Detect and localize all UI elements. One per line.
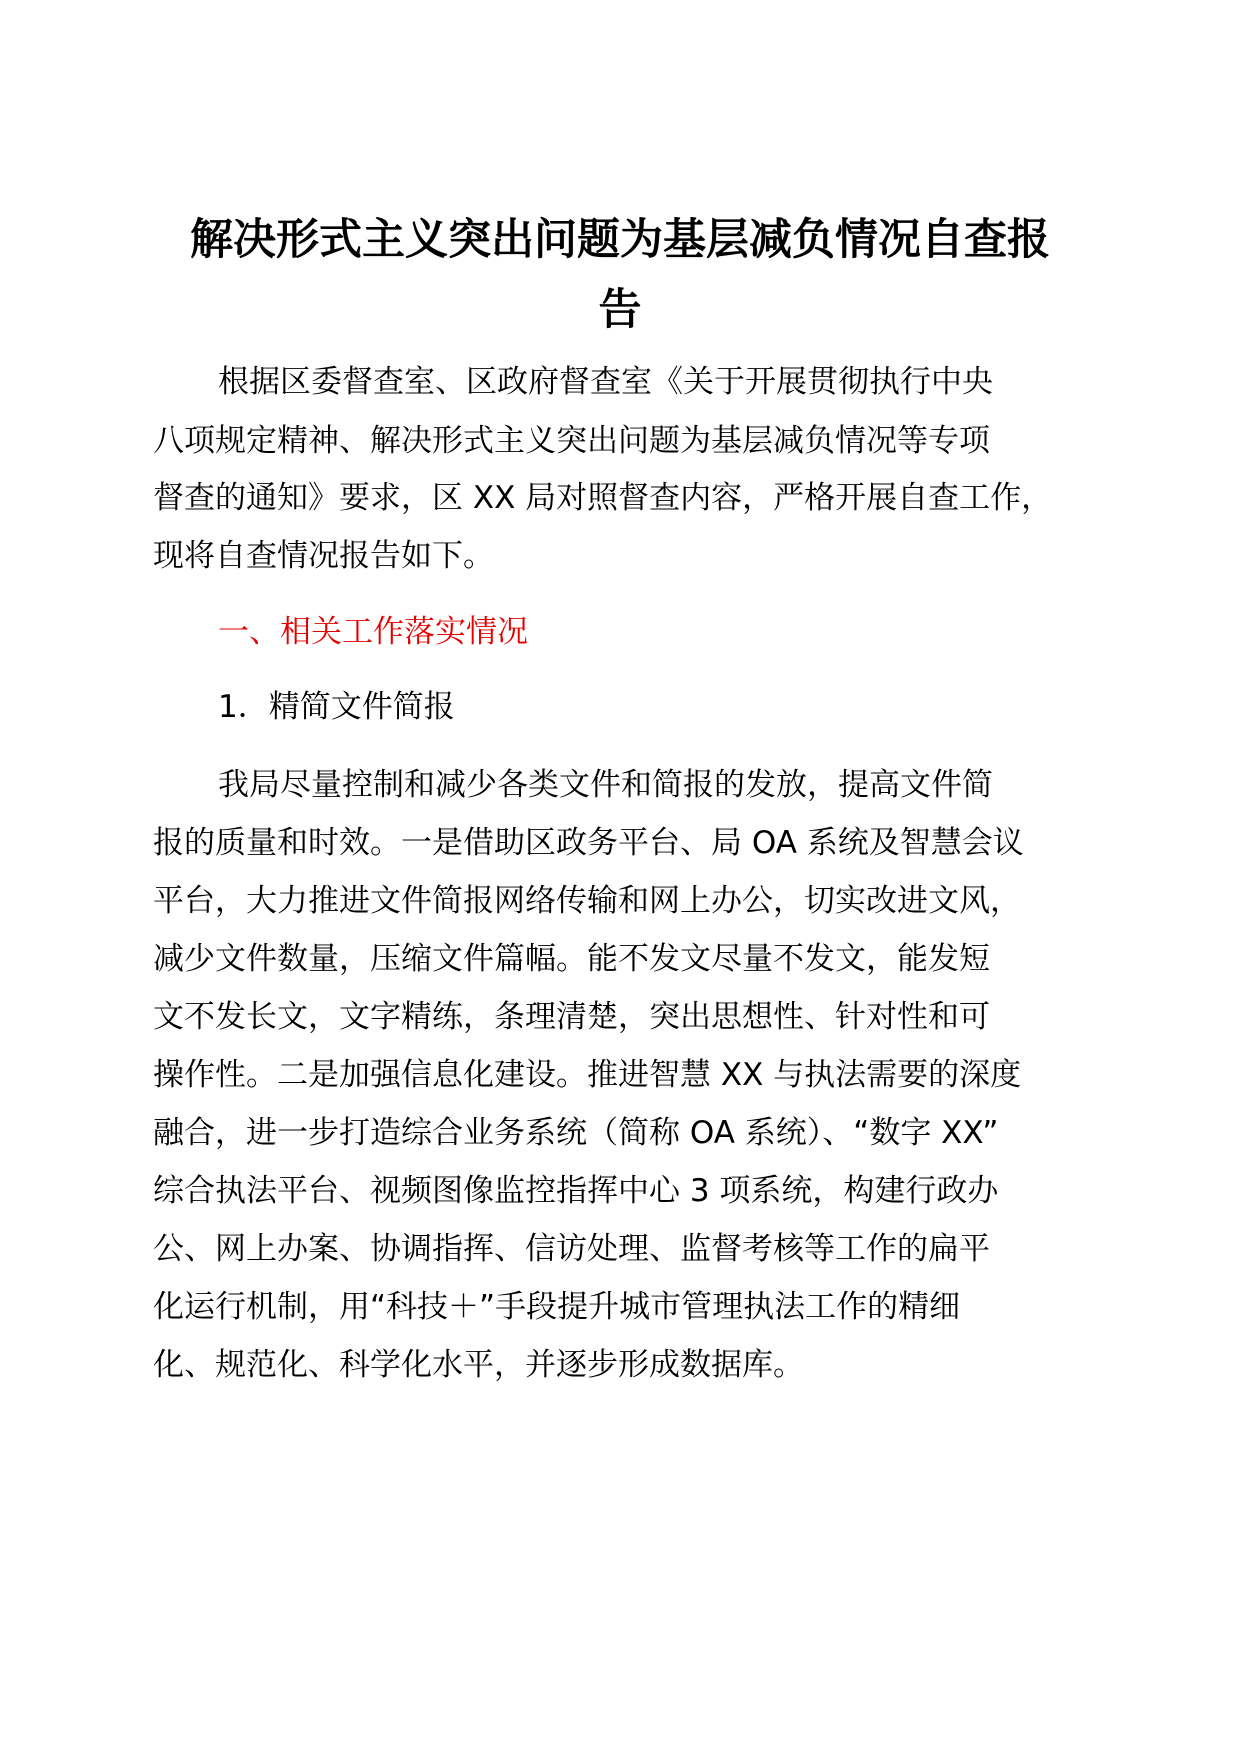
body-paragraph-line: 平台，大力推进文件简报网络传输和网上办公，切实改进文风， <box>153 883 1021 919</box>
body-paragraph-line: 公、网上办案、协调指挥、信访处理、监督考核等工作的扁平 <box>153 1231 990 1267</box>
title-line-1: 解决形式主义突出问题为基层减负情况自查报 <box>190 215 1050 265</box>
body-paragraph-line: 报的质量和时效。一是借助区政务平台、局 OA 系统及智慧会议 <box>153 825 1024 861</box>
intro-paragraph-line: 督查的通知》要求，区 XX 局对照督查内容，严格开展自查工作， <box>153 480 1053 516</box>
subsection-heading: 1．精简文件简报 <box>218 689 455 725</box>
document-title <box>140 205 1100 345</box>
title-line-2: 告 <box>598 285 642 335</box>
body-paragraph-line: 化、规范化、科学化水平，并逐步形成数据库。 <box>153 1347 804 1383</box>
body-paragraph-line: 融合，进一步打造综合业务系统（简称 OA 系统）、“数字 XX” <box>153 1115 999 1151</box>
body-paragraph-line: 综合执法平台、视频图像监控指挥中心 3 项系统，构建行政办 <box>153 1173 999 1209</box>
body-paragraph-line: 操作性。二是加强信息化建设。推进智慧 XX 与执法需要的深度 <box>153 1057 1022 1093</box>
body-paragraph-line: 我局尽量控制和减少各类文件和简报的发放，提高文件简 <box>218 767 993 803</box>
body-paragraph-line: 文不发长文，文字精练，条理清楚，突出思想性、针对性和可 <box>153 999 990 1035</box>
section-heading: 一、相关工作落实情况 <box>218 614 528 650</box>
body-paragraph-line: 减少文件数量，压缩文件篇幅。能不发文尽量不发文，能发短 <box>153 941 990 977</box>
body-paragraph-line: 化运行机制，用“科技＋”手段提升城市管理执法工作的精细 <box>153 1289 961 1325</box>
intro-paragraph-line: 根据区委督查室、区政府督查室《关于开展贯彻执行中央 <box>218 364 993 400</box>
intro-paragraph-line: 八项规定精神、解决形式主义突出问题为基层减负情况等专项 <box>153 423 990 459</box>
intro-paragraph-line: 现将自查情况报告如下。 <box>153 538 494 574</box>
